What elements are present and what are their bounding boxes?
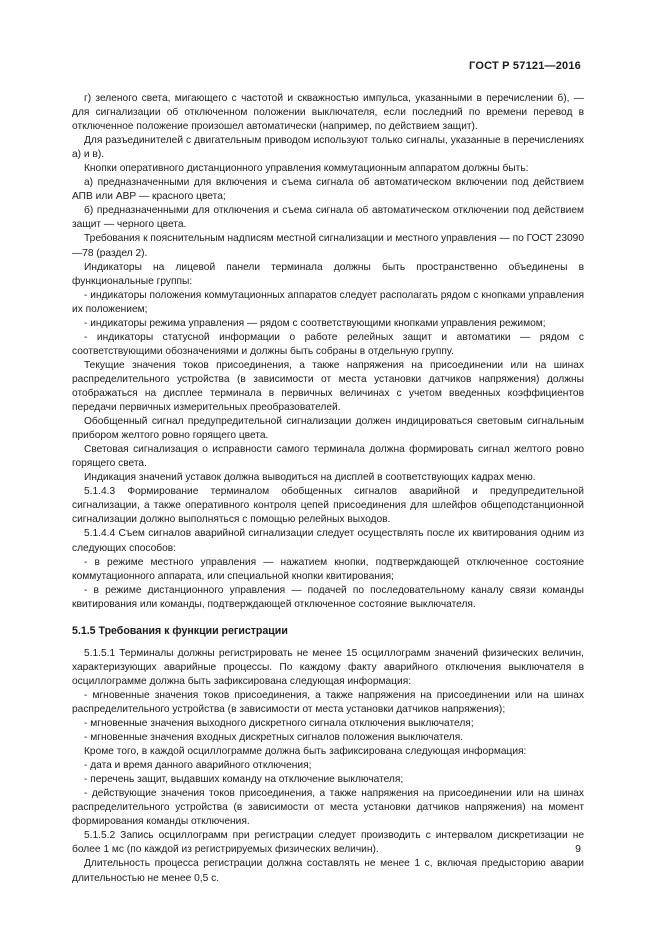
paragraph: Длительность процесса регистрации должна составлять не менее 1 с, включая предысторию аварии длительностью не менее 0,5 с. xyxy=(72,858,584,884)
list-item: - действующие значения токов присоединения, а также напряжения на присоединении или на шинах распределительного устройства (в зависимости от места установки датчиков напряжения) на момент формирования команды отключения. xyxy=(72,788,584,828)
list-item: - мгновенные значения входных дискретных сигналов положения выключателя. xyxy=(84,732,464,744)
paragraph: Индикаторы на лицевой панели терминала должны быть пространственно объединены в функциональные группы: xyxy=(72,261,584,287)
paragraph: г) зеленого света, мигающего с частотой и скважностью импульса, указанными в перечислении б), — для сигнализации об отключенном положении выключателя, если последний по времени перевод в отключенное положение произошел автоматически (например, по действием защит). xyxy=(72,93,584,133)
paragraph: 5.1.4.3 Формирование терминалом обобщенных сигналов аварийной и предупредительной сигнализации, а также оперативного контроля цепей присоединения для шлейфов общеподстанционной сигнализации должно выполняться с помощью релейных выходов. xyxy=(72,486,584,526)
paragraph: Кнопки оперативного дистанционного управления коммутационным аппаратом должны быть: xyxy=(84,163,529,175)
paragraph: Требования к пояснительным надписям местной сигнализации и местного управления — по ГОСТ 23090—78 (раздел 2). xyxy=(72,233,584,259)
paragraph: б) предназначенными для отключения и съема сигнала об автоматическом отключении под действием защит — черного цвета. xyxy=(72,205,584,231)
list-item: - индикаторы положения коммутационных аппаратов следует располагать рядом с кнопками управления их положением; xyxy=(72,289,584,315)
list-item: - в режиме местного управления — нажатием кнопки, подтверждающей отключенное состояние коммутационного аппарата, или специальной кнопки квитирования; xyxy=(72,556,584,582)
document-header: ГОСТ Р 57121—2016 xyxy=(469,60,581,72)
paragraph: Для разъединителей с двигательным приводом используют только сигналы, указанные в перечислениях а) и в). xyxy=(72,135,584,161)
list-item: - дата и время данного аварийного отключения; xyxy=(84,760,312,772)
paragraph: Кроме того, в каждой осциллограмме должна быть зафиксирована следующая информация: xyxy=(84,746,527,758)
paragraph: 5.1.4.4 Съем сигналов аварийной сигнализации следует осуществлять после их квитирования одним из следующих способов: xyxy=(72,528,584,554)
paragraph: Индикация значений уставок должна выводиться на дисплей в соответствующих кадрах меню. xyxy=(84,472,536,484)
list-item: - индикаторы статусной информации о работе релейных защит и автоматики — рядом с соответствующими обозначениями и должны быть собраны в отдельную группу. xyxy=(72,331,584,357)
paragraph: а) предназначенными для включения и съема сигнала об автоматическом включении под действием АПВ или АВР — красного цвета; xyxy=(72,177,584,203)
list-item: - перечень защит, выдавших команду на отключение выключателя; xyxy=(84,774,404,786)
list-item: - мгновенные значения выходного дискретного сигнала отключения выключателя; xyxy=(84,718,474,730)
section-heading: 5.1.5 Требования к функции регистрации xyxy=(72,624,288,637)
paragraph: Обобщенный сигнал предупредительной сигнализации должен индицироваться световым сигнальным прибором желтого ровно горящего цвета. xyxy=(72,416,584,442)
paragraph: 5.1.5.2 Запись осциллограмм при регистрации следует производить с интервалом дискретизации не более 1 мс (по каждой из регистрируемых физических величин). xyxy=(72,830,584,856)
document-body xyxy=(72,92,584,886)
paragraph: Световая сигнализация о исправности самого терминала должна формировать сигнал желтого ровно горящего света. xyxy=(72,444,584,470)
paragraph: 5.1.5.1 Терминалы должны регистрировать не менее 15 осциллограмм значений физических величин, характеризующих аварийные процессы. По каждому факту аварийного отключения выключателя в осциллограмме должна быть зафиксирована следующая информация: xyxy=(72,647,584,687)
list-item: - в режиме дистанционного управления — подачей по последовательному каналу связи команды квитирования или команды, подтверждающей отключенное состояние выключателя. xyxy=(72,584,584,610)
paragraph: Текущие значения токов присоединения, а также напряжения на присоединении или на шинах распределительного устройства (в зависимости от места установки датчиков напряжения) должны отображаться на дисплее терминала в первичных величинах с учетом введенных коэффициентов передачи первичных измерительных преобразователей. xyxy=(72,359,584,414)
list-item: - индикаторы режима управления — рядом с соответствующими кнопками управления режимом; xyxy=(84,317,546,329)
list-item: - мгновенные значения токов присоединения, а также напряжения на присоединении или на шинах распределительного устройства (в зависимости от места установки датчиков напряжения); xyxy=(72,689,584,715)
page-number: 9 xyxy=(575,843,581,855)
